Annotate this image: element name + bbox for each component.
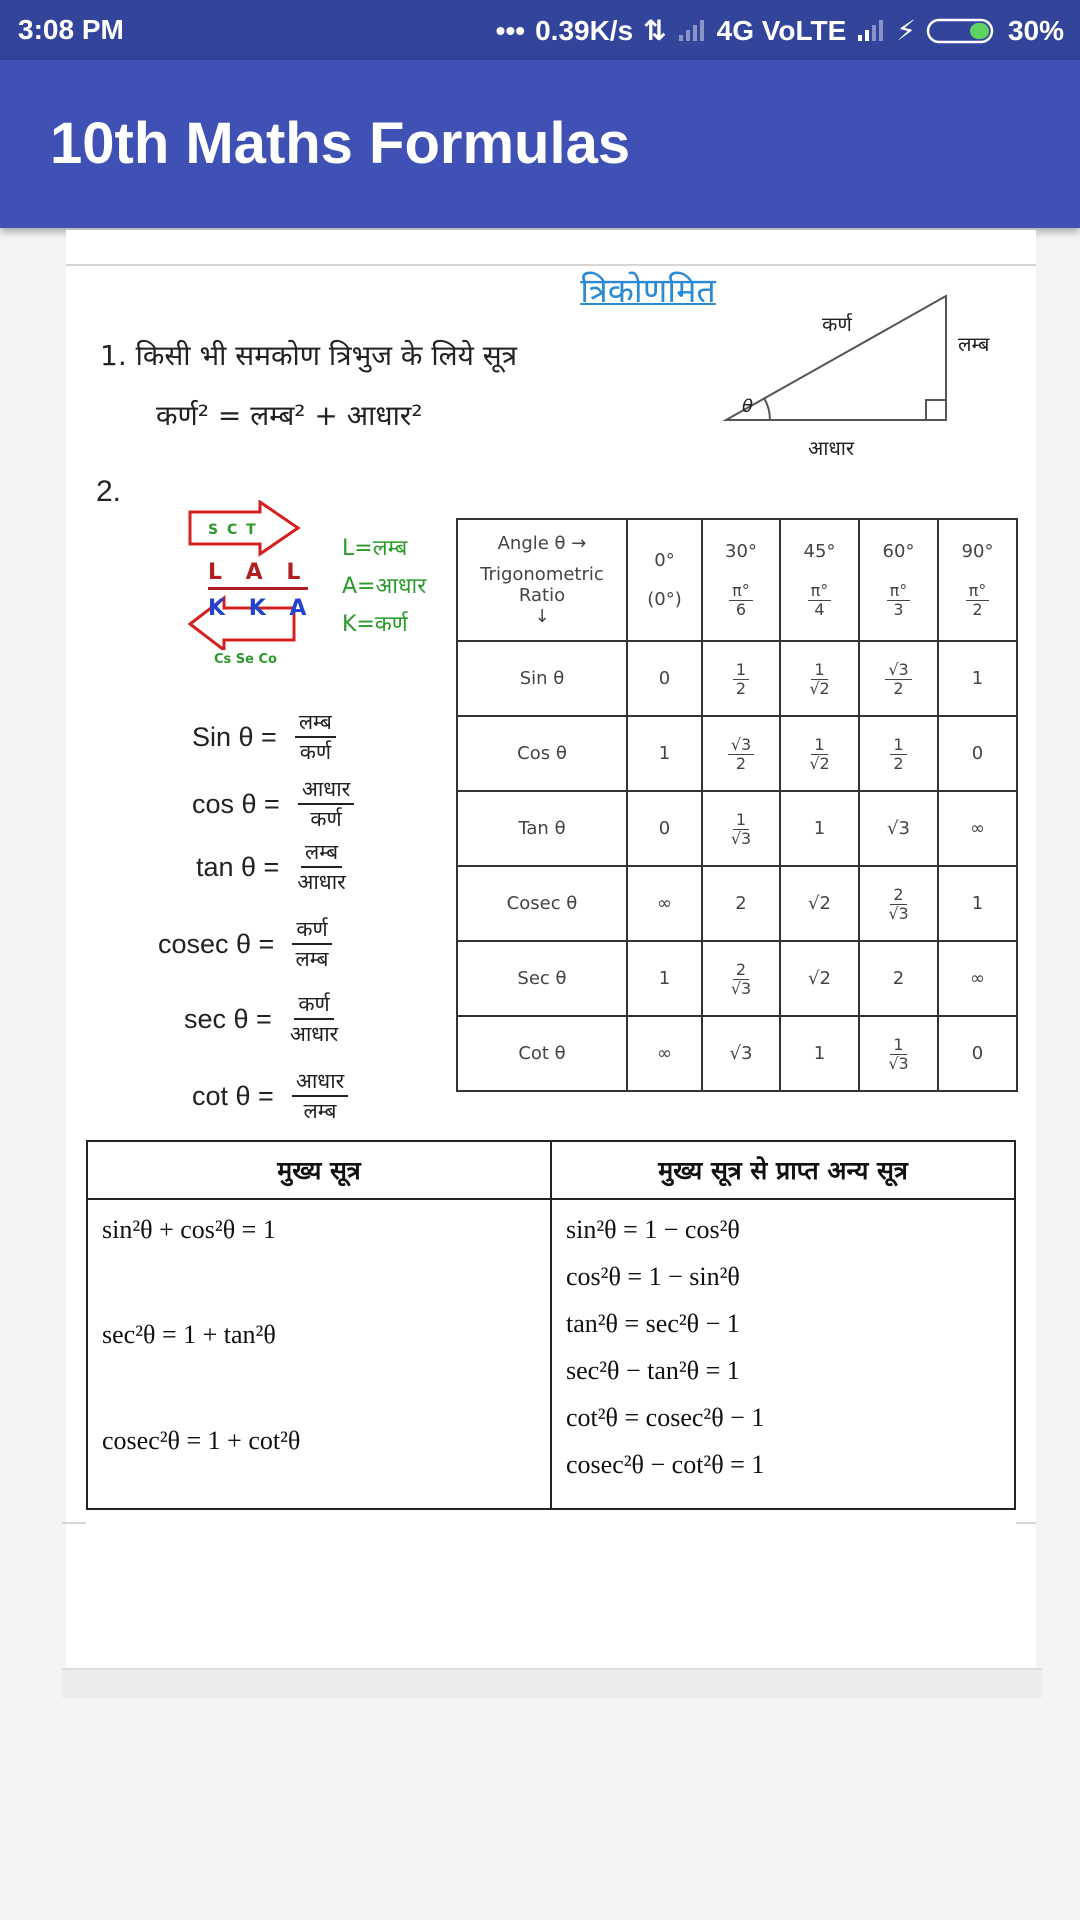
stacked-fraction bbox=[729, 582, 753, 619]
section-number: 2. bbox=[96, 475, 122, 508]
ratio-name-cell: Cos θ bbox=[457, 716, 627, 791]
value-cell: 1 bbox=[627, 941, 702, 1016]
identity-line: cosec²θ − cot²θ = 1 bbox=[566, 1450, 765, 1479]
status-bar bbox=[0, 0, 1080, 60]
stacked-fraction bbox=[885, 661, 911, 698]
value-cell: √2 bbox=[780, 866, 859, 941]
value-cell bbox=[702, 791, 780, 866]
fraction-numerator: π° bbox=[729, 582, 753, 601]
value-cell: ∞ bbox=[627, 866, 702, 941]
formula-lhs: cot θ = bbox=[192, 1080, 274, 1111]
fraction-numerator: √3 bbox=[728, 736, 754, 755]
value-cell: 1 bbox=[938, 641, 1017, 716]
fraction-numerator: कर्ण bbox=[292, 915, 331, 945]
stacked-fraction bbox=[731, 811, 751, 848]
cos-formula bbox=[192, 775, 354, 833]
angle-cell bbox=[938, 519, 1017, 641]
derived-formulas-cell bbox=[551, 1199, 1015, 1509]
stacked-fraction bbox=[966, 582, 990, 619]
fraction-numerator: 1 bbox=[733, 661, 749, 680]
ratio-name-cell: Cot θ bbox=[457, 1016, 627, 1091]
status-time: 3:08 PM bbox=[18, 14, 124, 45]
value-cell: ∞ bbox=[938, 791, 1017, 866]
divider bbox=[62, 1522, 86, 1524]
triangle-svg bbox=[706, 280, 966, 460]
stacked-fraction bbox=[888, 886, 908, 923]
right-triangle-diagram bbox=[706, 280, 990, 460]
fraction-numerator: आधार bbox=[298, 775, 354, 805]
stacked-fraction bbox=[728, 736, 754, 773]
value-cell bbox=[859, 1016, 938, 1091]
formula-fraction bbox=[292, 1067, 348, 1125]
fraction-denominator: कर्ण bbox=[310, 807, 342, 831]
formula-fraction bbox=[292, 915, 331, 973]
ratio-header: Trigonometric Ratio bbox=[480, 564, 604, 606]
sct-label: S C T bbox=[208, 522, 258, 538]
radian-value: (0°) bbox=[647, 589, 682, 610]
radian-value bbox=[860, 580, 937, 619]
fraction-denominator: 4 bbox=[814, 600, 825, 619]
battery-icon bbox=[926, 17, 998, 45]
formula-lhs: tan θ = bbox=[196, 851, 280, 882]
value-cell: 0 bbox=[627, 791, 702, 866]
charging-icon: ⚡ bbox=[896, 15, 916, 46]
fraction-numerator: आधार bbox=[292, 1067, 348, 1097]
pythagoras-formula: कर्ण² = लम्ब² + आधार² bbox=[156, 399, 423, 432]
identity-line: sin²θ + cos²θ = 1 bbox=[102, 1215, 276, 1244]
fraction-denominator: 2 bbox=[735, 679, 747, 698]
angle-cell bbox=[859, 519, 938, 641]
identity-line: cosec²θ = 1 + cot²θ bbox=[102, 1426, 301, 1455]
cot-formula bbox=[192, 1067, 348, 1125]
fraction-denominator: आधार bbox=[289, 1022, 339, 1046]
radian-value bbox=[781, 580, 858, 619]
fraction-numerator: 1 bbox=[811, 661, 827, 680]
value-cell: √3 bbox=[859, 791, 938, 866]
identity-line: sec²θ = 1 + tan²θ bbox=[102, 1320, 276, 1349]
value-cell bbox=[859, 641, 938, 716]
app-title: 10th Maths Formulas bbox=[50, 111, 631, 176]
formula-page bbox=[66, 230, 1036, 1670]
formula-fraction bbox=[298, 775, 354, 833]
status-icons bbox=[496, 14, 1064, 47]
formula-fraction bbox=[295, 708, 336, 766]
stacked-fraction bbox=[887, 582, 911, 619]
value-cell: 2 bbox=[859, 941, 938, 1016]
stacked-fraction bbox=[809, 661, 829, 698]
ratio-name-cell: Cosec θ bbox=[457, 866, 627, 941]
value-cell bbox=[859, 716, 938, 791]
signal-icon-2 bbox=[856, 19, 886, 43]
ratio-name-cell: Sin θ bbox=[457, 641, 627, 716]
angle-header: Angle θ → bbox=[497, 533, 587, 554]
formula-lhs: cos θ = bbox=[192, 788, 280, 819]
angle-value: 0° bbox=[654, 550, 675, 571]
app-bar bbox=[0, 60, 1080, 228]
angle-value: 60° bbox=[882, 541, 915, 562]
table-row bbox=[457, 1016, 1017, 1091]
main-formulas-cell bbox=[87, 1199, 551, 1509]
fraction-numerator: 2 bbox=[733, 961, 749, 980]
fraction-denominator: 2 bbox=[893, 754, 904, 773]
fraction-numerator: π° bbox=[966, 582, 990, 601]
fraction-denominator: √2 bbox=[809, 679, 830, 698]
fraction-denominator: लम्ब bbox=[303, 1099, 337, 1123]
formula-lhs: cosec θ = bbox=[158, 928, 275, 959]
data-arrows-icon: ⇅ bbox=[643, 15, 667, 46]
fraction-numerator: √3 bbox=[885, 661, 911, 680]
value-cell bbox=[859, 866, 938, 941]
cosec-formula bbox=[158, 915, 332, 973]
value-cell: √3 bbox=[702, 1016, 780, 1091]
l-legend: L=लम्ब bbox=[342, 536, 408, 561]
sin-formula bbox=[192, 708, 336, 766]
value-cell: 1 bbox=[780, 1016, 859, 1091]
angle-value: 90° bbox=[961, 541, 994, 562]
sec-formula bbox=[184, 990, 338, 1048]
identities-header-row bbox=[87, 1141, 1015, 1199]
angle-cell bbox=[627, 519, 702, 641]
a-legend: A=आधार bbox=[342, 574, 427, 599]
identities-body-row bbox=[87, 1199, 1015, 1509]
value-cell: 0 bbox=[938, 1016, 1017, 1091]
value-cell: 1 bbox=[938, 866, 1017, 941]
pythagoras-intro: 1. किसी भी समकोण त्रिभुज के लिये सूत्र bbox=[100, 339, 518, 372]
fraction-numerator: 1 bbox=[811, 736, 827, 755]
stacked-fraction bbox=[888, 1036, 908, 1073]
angle-cell bbox=[780, 519, 859, 641]
angle-value: 30° bbox=[725, 541, 757, 562]
angle-cell bbox=[702, 519, 780, 641]
identity-line: cos²θ = 1 − sin²θ bbox=[566, 1262, 740, 1291]
value-cell bbox=[702, 941, 780, 1016]
cs-se-co-label: Cs Se Co bbox=[214, 652, 277, 667]
value-cell: √2 bbox=[780, 941, 859, 1016]
value-cell: 0 bbox=[938, 716, 1017, 791]
fraction-numerator: 1 bbox=[890, 736, 906, 755]
network-speed: 0.39K/s bbox=[535, 14, 634, 46]
formula-lhs: sec θ = bbox=[184, 1003, 272, 1034]
signal-icon bbox=[677, 19, 707, 43]
section-heading: त्रिकोणमित bbox=[580, 271, 716, 311]
fraction-numerator: लम्ब bbox=[295, 708, 336, 738]
formula-lhs: Sin θ = bbox=[192, 721, 277, 752]
value-cell: 1 bbox=[780, 791, 859, 866]
angle-value: 45° bbox=[803, 541, 836, 562]
kka-label: K K A bbox=[208, 596, 315, 621]
value-cell: 2 bbox=[702, 866, 780, 941]
fraction-denominator: आधार bbox=[297, 870, 346, 894]
fraction-numerator: 1 bbox=[733, 811, 749, 830]
battery-percent: 30% bbox=[1007, 14, 1064, 46]
trig-values-table bbox=[456, 518, 1018, 1092]
fraction-denominator: √3 bbox=[888, 904, 909, 923]
fraction-denominator: √2 bbox=[809, 754, 830, 773]
fraction-numerator: कर्ण bbox=[294, 990, 333, 1020]
derived-formula-header: मुख्य सूत्र से प्राप्त अन्य सूत्र bbox=[551, 1141, 1015, 1199]
identity-line: tan²θ = sec²θ − 1 bbox=[566, 1309, 740, 1338]
next-page-strip[interactable] bbox=[62, 1668, 1042, 1698]
table-row bbox=[457, 941, 1017, 1016]
value-cell: 1 bbox=[627, 716, 702, 791]
main-formula-header: मुख्य सूत्र bbox=[87, 1141, 551, 1199]
fraction-denominator: 6 bbox=[735, 600, 747, 619]
identity-line bbox=[102, 1253, 536, 1300]
perpendicular-label: लम्ब bbox=[958, 332, 990, 356]
fraction-denominator: 2 bbox=[735, 754, 747, 773]
fraction-denominator: लम्ब bbox=[295, 947, 329, 971]
stacked-fraction bbox=[733, 661, 749, 698]
radian-value bbox=[703, 580, 779, 619]
fraction-numerator: 1 bbox=[890, 1036, 906, 1055]
value-cell: 0 bbox=[627, 641, 702, 716]
header-cell bbox=[457, 519, 627, 641]
more-dots: ••• bbox=[495, 14, 526, 46]
stacked-fraction bbox=[809, 736, 829, 773]
angle-label: θ bbox=[742, 396, 754, 417]
tan-formula bbox=[196, 838, 346, 896]
stacked-fraction bbox=[890, 736, 906, 773]
fraction-numerator: π° bbox=[808, 582, 832, 601]
table-row bbox=[457, 866, 1017, 941]
identities-table bbox=[86, 1140, 1016, 1510]
stacked-fraction bbox=[731, 961, 751, 998]
fraction-denominator: 3 bbox=[893, 600, 904, 619]
fraction-denominator: √3 bbox=[888, 1054, 909, 1073]
formula-fraction bbox=[297, 838, 345, 896]
radian-value bbox=[939, 580, 1016, 619]
table-header-row bbox=[457, 519, 1017, 641]
fraction-numerator: लम्ब bbox=[301, 838, 342, 868]
fraction-denominator: √3 bbox=[730, 829, 752, 848]
identity-line bbox=[102, 1370, 536, 1417]
value-cell bbox=[702, 641, 780, 716]
value-cell bbox=[702, 716, 780, 791]
ratio-name-cell: Tan θ bbox=[457, 791, 627, 866]
fraction-denominator: √3 bbox=[730, 979, 752, 998]
fraction-denominator: 2 bbox=[893, 679, 904, 698]
hypotenuse-label: कर्ण bbox=[822, 312, 852, 336]
fraction-denominator: कर्ण bbox=[299, 740, 331, 764]
network-type: 4G VoLTE bbox=[716, 14, 847, 46]
identity-line: sec²θ − tan²θ = 1 bbox=[566, 1356, 740, 1385]
k-legend: K=कर्ण bbox=[342, 612, 408, 637]
formula-fraction bbox=[290, 990, 338, 1048]
ratio-name-cell: Sec θ bbox=[457, 941, 627, 1016]
identity-line: cot²θ = cosec²θ − 1 bbox=[566, 1403, 765, 1432]
divider bbox=[1016, 1522, 1036, 1524]
table-row bbox=[457, 716, 1017, 791]
table-row bbox=[457, 641, 1017, 716]
value-cell bbox=[780, 716, 859, 791]
lal-label: L A L bbox=[208, 560, 308, 590]
identity-line: sin²θ = 1 − cos²θ bbox=[566, 1215, 740, 1244]
value-cell bbox=[780, 641, 859, 716]
value-cell: ∞ bbox=[938, 941, 1017, 1016]
fraction-numerator: 2 bbox=[890, 886, 906, 905]
fraction-denominator: 2 bbox=[972, 600, 983, 619]
table-row bbox=[457, 791, 1017, 866]
value-cell: ∞ bbox=[627, 1016, 702, 1091]
fraction-numerator: π° bbox=[887, 582, 911, 601]
down-arrow: ↓ bbox=[534, 606, 550, 627]
stacked-fraction bbox=[808, 582, 832, 619]
base-label: आधार bbox=[808, 436, 855, 460]
